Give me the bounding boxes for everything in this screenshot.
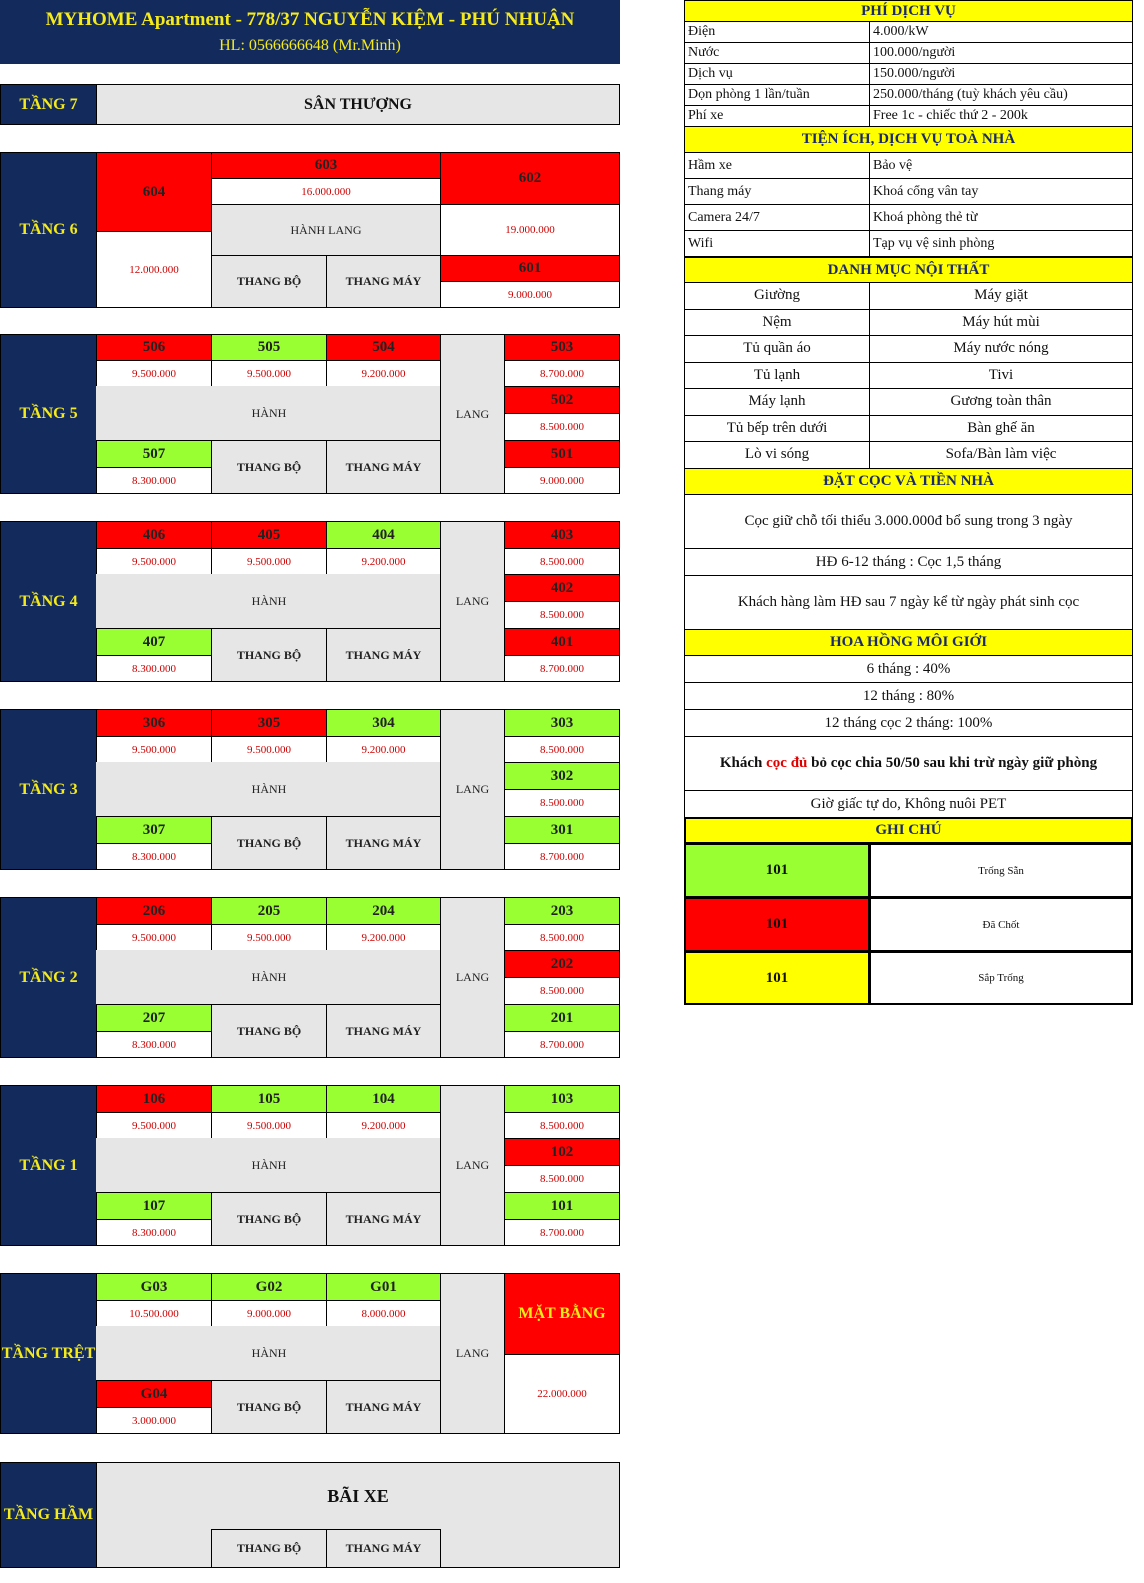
- room-406[interactable]: 406: [96, 521, 212, 549]
- legend-closed-text: Đã Chốt: [869, 897, 1133, 952]
- fee-row-value: 4.000/kW: [869, 21, 1133, 43]
- deposit-line-3: Khách hàng làm HĐ sau 7 ngày kể từ ngày phát sinh cọc: [684, 575, 1133, 630]
- room-206[interactable]: 206: [96, 897, 212, 925]
- amenity-row-value: Tạp vụ vệ sinh phòng: [869, 230, 1133, 257]
- room-207-price: 8.300.000: [96, 1031, 212, 1058]
- room-401-price: 8.700.000: [504, 655, 620, 682]
- room-406-price: 9.500.000: [96, 548, 212, 575]
- amenity-row-label: Hầm xe: [684, 152, 870, 179]
- stairs-ground: THANG BỘ: [211, 1380, 327, 1434]
- room-601-price: 9.000.000: [440, 281, 620, 308]
- commission-line-1: 6 tháng : 40%: [684, 655, 1133, 683]
- furniture-row-value: Sofa/Bàn làm việc: [869, 441, 1133, 469]
- room-103[interactable]: 103: [504, 1085, 620, 1113]
- room-g03[interactable]: G03: [96, 1273, 212, 1301]
- fee-row-value: 100.000/người: [869, 42, 1133, 64]
- room-306[interactable]: 306: [96, 709, 212, 737]
- header-banner: [0, 0, 620, 64]
- fee-row-label: Phí xe: [684, 105, 870, 127]
- furniture-row-label: Tủ bếp trên dưới: [684, 415, 870, 443]
- elevator-6: THANG MÁY: [326, 255, 441, 308]
- hotline: HL: 0566666648 (Mr.Minh): [219, 37, 401, 54]
- room-301-price: 8.700.000: [504, 843, 620, 870]
- corridor-5: LANG: [440, 334, 505, 494]
- room-403-price: 8.500.000: [504, 548, 620, 575]
- room-505-price: 9.500.000: [211, 360, 327, 387]
- room-402-price: 8.500.000: [504, 601, 620, 629]
- fee-row-value: 150.000/người: [869, 63, 1133, 85]
- room-g02[interactable]: G02: [211, 1273, 327, 1301]
- room-g04[interactable]: G04: [96, 1380, 212, 1408]
- room-104-price: 9.200.000: [326, 1112, 441, 1139]
- floor-label-1: TẦNG 1: [0, 1085, 97, 1246]
- room-307-price: 8.300.000: [96, 843, 212, 870]
- room-404-price: 9.200.000: [326, 548, 441, 575]
- room-501-price: 9.000.000: [504, 467, 620, 494]
- legend-available-text: Trống Sẵn: [869, 843, 1133, 898]
- room-103-price: 8.500.000: [504, 1112, 620, 1139]
- room-602[interactable]: 602: [440, 152, 620, 205]
- stairs-4: THANG BỘ: [211, 628, 327, 682]
- commission-line-2: 12 tháng : 80%: [684, 682, 1133, 710]
- corridor-3: LANG: [440, 709, 505, 870]
- room-101-price: 8.700.000: [504, 1219, 620, 1246]
- stairs-6: THANG BỘ: [211, 255, 327, 308]
- room-203-price: 8.500.000: [504, 924, 620, 951]
- room-206-price: 9.500.000: [96, 924, 212, 951]
- room-205[interactable]: 205: [211, 897, 327, 925]
- room-203[interactable]: 203: [504, 897, 620, 925]
- fee-row-value: Free 1c - chiếc thứ 2 - 200k: [869, 105, 1133, 127]
- room-204[interactable]: 204: [326, 897, 441, 925]
- furniture-row-label: Máy lạnh: [684, 388, 870, 416]
- legend-closed-swatch: 101: [684, 897, 870, 952]
- corridor-2: LANG: [440, 897, 505, 1058]
- room-201-price: 8.700.000: [504, 1031, 620, 1058]
- room-502[interactable]: 502: [504, 386, 620, 414]
- room-107[interactable]: 107: [96, 1192, 212, 1220]
- note-part-2: bỏ cọc chia 50/50 sau khi trừ ngày giữ phòng: [807, 755, 1098, 771]
- room-105-price: 9.500.000: [211, 1112, 327, 1139]
- room-407[interactable]: 407: [96, 628, 212, 656]
- room-402[interactable]: 402: [504, 574, 620, 602]
- stairs-basement: THANG BỘ: [211, 1529, 327, 1568]
- room-g01-price: 8.000.000: [326, 1300, 441, 1327]
- fee-row-label: Nước: [684, 42, 870, 64]
- room-603[interactable]: 603: [211, 152, 441, 179]
- rooftop-terrace: SÂN THƯỢNG: [96, 84, 620, 125]
- furniture-row-label: Tủ quần áo: [684, 335, 870, 363]
- room-105[interactable]: 105: [211, 1085, 327, 1113]
- corridor-1: LANG: [440, 1085, 505, 1246]
- room-604-price: 12.000.000: [96, 231, 212, 308]
- legend-available-swatch: 101: [684, 843, 870, 898]
- room-401[interactable]: 401: [504, 628, 620, 656]
- commission-line-3: 12 tháng cọc 2 tháng: 100%: [684, 709, 1133, 737]
- floor-label-3: TẦNG 3: [0, 709, 97, 870]
- deposit-line-1: Cọc giữ chỗ tối thiểu 3.000.000đ bổ sung trong 3 ngày: [684, 494, 1133, 549]
- floor-label-5: TẦNG 5: [0, 334, 97, 494]
- room-503-price: 8.700.000: [504, 360, 620, 387]
- amenity-row-label: Wifi: [684, 230, 870, 257]
- furniture-row-value: Tivi: [869, 362, 1133, 390]
- room-107-price: 8.300.000: [96, 1219, 212, 1246]
- hallway-2-label: HÀNH: [251, 969, 287, 984]
- room-503[interactable]: 503: [504, 334, 620, 361]
- elevator-1: THANG MÁY: [326, 1192, 441, 1246]
- furniture-row-label: Giường: [684, 282, 870, 310]
- room-407-price: 8.300.000: [96, 655, 212, 682]
- amenity-row-value: Bảo vệ: [869, 152, 1133, 179]
- elevator-basement: THANG MÁY: [326, 1529, 441, 1568]
- room-104[interactable]: 104: [326, 1085, 441, 1113]
- fee-row-label: Điện: [684, 21, 870, 43]
- hallway-5-label: HÀNH: [251, 405, 287, 420]
- room-g04-price: 3.000.000: [96, 1407, 212, 1434]
- furniture-row-label: Tủ lạnh: [684, 362, 870, 390]
- stairs-5: THANG BỘ: [211, 440, 327, 494]
- hallway-4-label: HÀNH: [251, 593, 287, 608]
- furniture-row-label: Nệm: [684, 309, 870, 337]
- room-106[interactable]: 106: [96, 1085, 212, 1113]
- commission-note: [684, 736, 1133, 791]
- room-g02-price: 9.000.000: [211, 1300, 327, 1327]
- note-highlight: cọc đủ: [766, 755, 808, 771]
- room-204-price: 9.200.000: [326, 924, 441, 951]
- furniture-row-value: Máy nước nóng: [869, 335, 1133, 363]
- room-307[interactable]: 307: [96, 816, 212, 844]
- corridor-ground: LANG: [440, 1273, 505, 1434]
- legend-title: GHI CHÚ: [684, 817, 1133, 844]
- room-302[interactable]: 302: [504, 762, 620, 790]
- furniture-row-value: Gương toàn thân: [869, 388, 1133, 416]
- deposit-title: ĐẶT CỌC VÀ TIỀN NHÀ: [684, 468, 1133, 495]
- room-102-price: 8.500.000: [504, 1165, 620, 1193]
- furniture-title: DANH MỤC NỘI THẤT: [684, 257, 1133, 283]
- room-306-price: 9.500.000: [96, 736, 212, 763]
- room-202-price: 8.500.000: [504, 977, 620, 1005]
- elevator-3: THANG MÁY: [326, 816, 441, 870]
- room-207[interactable]: 207: [96, 1004, 212, 1032]
- elevator-2: THANG MÁY: [326, 1004, 441, 1058]
- amenities-title: TIỆN ÍCH, DỊCH VỤ TOÀ NHÀ: [684, 126, 1133, 153]
- room-507[interactable]: 507: [96, 440, 212, 468]
- amenity-row-value: Khoá cổng vân tay: [869, 178, 1133, 205]
- room-305[interactable]: 305: [211, 709, 327, 737]
- room-502-price: 8.500.000: [504, 413, 620, 441]
- legend-upcoming-text: Sắp Trống: [869, 951, 1133, 1005]
- elevator-ground: THANG MÁY: [326, 1380, 441, 1434]
- deposit-line-2: HĐ 6-12 tháng : Cọc 1,5 tháng: [684, 548, 1133, 576]
- elevator-4: THANG MÁY: [326, 628, 441, 682]
- floor-label-6: TẦNG 6: [0, 152, 97, 308]
- premises-unit[interactable]: MẶT BẰNG: [504, 1273, 620, 1355]
- stairs-2: THANG BỘ: [211, 1004, 327, 1058]
- floor-label-basement: TẦNG HẦM: [0, 1462, 97, 1568]
- room-101[interactable]: 101: [504, 1192, 620, 1220]
- room-g01[interactable]: G01: [326, 1273, 441, 1301]
- fees-title: PHÍ DỊCH VỤ: [684, 0, 1133, 22]
- room-102[interactable]: 102: [504, 1138, 620, 1166]
- page-title: MYHOME Apartment - 778/37 NGUYỄN KIỆM - PHÚ NHUẬN: [45, 9, 575, 30]
- hallway-6: HÀNH LANG: [211, 204, 441, 256]
- floor-label-2: TẦNG 2: [0, 897, 97, 1058]
- fee-row-value: 250.000/tháng (tuỳ khách yêu cầu): [869, 84, 1133, 106]
- furniture-row-value: Bàn ghế ăn: [869, 415, 1133, 443]
- room-602-price: 19.000.000: [440, 204, 620, 256]
- room-303[interactable]: 303: [504, 709, 620, 737]
- room-304-price: 9.200.000: [326, 736, 441, 763]
- room-604[interactable]: 604: [96, 152, 212, 232]
- floor-label-ground: TẦNG TRỆT: [0, 1273, 97, 1434]
- hallway-3-label: HÀNH: [251, 781, 287, 796]
- amenity-row-value: Khoá phòng thẻ từ: [869, 204, 1133, 231]
- premises-price: 22.000.000: [504, 1354, 620, 1434]
- amenity-row-label: Thang máy: [684, 178, 870, 205]
- stairs-1: THANG BỘ: [211, 1192, 327, 1246]
- hallway-1-label: HÀNH: [251, 1157, 287, 1172]
- room-501[interactable]: 501: [504, 440, 620, 468]
- fee-row-label: Dịch vụ: [684, 63, 870, 85]
- room-301[interactable]: 301: [504, 816, 620, 844]
- corridor-4: LANG: [440, 521, 505, 682]
- room-507-price: 8.300.000: [96, 467, 212, 494]
- room-506-price: 9.500.000: [96, 360, 212, 387]
- fee-row-label: Dọn phòng 1 lần/tuần: [684, 84, 870, 106]
- room-504[interactable]: 504: [326, 334, 441, 361]
- furniture-row-label: Lò vi sóng: [684, 441, 870, 469]
- hallway-ground-label: HÀNH: [251, 1346, 287, 1360]
- room-504-price: 9.200.000: [326, 360, 441, 387]
- room-106-price: 9.500.000: [96, 1112, 212, 1139]
- room-403[interactable]: 403: [504, 521, 620, 549]
- room-202[interactable]: 202: [504, 950, 620, 978]
- room-205-price: 9.500.000: [211, 924, 327, 951]
- room-g03-price: 10.500.000: [96, 1300, 212, 1327]
- furniture-row-value: Máy hút mùi: [869, 309, 1133, 337]
- room-305-price: 9.500.000: [211, 736, 327, 763]
- note-part-1: Khách: [719, 755, 767, 771]
- elevator-5: THANG MÁY: [326, 440, 441, 494]
- room-601[interactable]: 601: [440, 255, 620, 282]
- amenity-row-label: Camera 24/7: [684, 204, 870, 231]
- room-505[interactable]: 505: [211, 334, 327, 361]
- room-405[interactable]: 405: [211, 521, 327, 549]
- room-201[interactable]: 201: [504, 1004, 620, 1032]
- room-404[interactable]: 404: [326, 521, 441, 549]
- room-303-price: 8.500.000: [504, 736, 620, 763]
- commission-line-5: Giờ giấc tự do, Không nuôi PET: [684, 790, 1133, 818]
- room-603-price: 16.000.000: [211, 178, 441, 205]
- floor-label-4: TẦNG 4: [0, 521, 97, 682]
- legend-upcoming-swatch: 101: [684, 951, 870, 1005]
- room-304[interactable]: 304: [326, 709, 441, 737]
- room-302-price: 8.500.000: [504, 789, 620, 817]
- room-506[interactable]: 506: [96, 334, 212, 361]
- room-405-price: 9.500.000: [211, 548, 327, 575]
- parking-label: BÃI XE: [327, 1485, 389, 1506]
- floor-label-7: TẦNG 7: [0, 84, 97, 125]
- commission-title: HOA HỒNG MÔI GIỚI: [684, 629, 1133, 656]
- stairs-3: THANG BỘ: [211, 816, 327, 870]
- furniture-row-value: Máy giặt: [869, 282, 1133, 310]
